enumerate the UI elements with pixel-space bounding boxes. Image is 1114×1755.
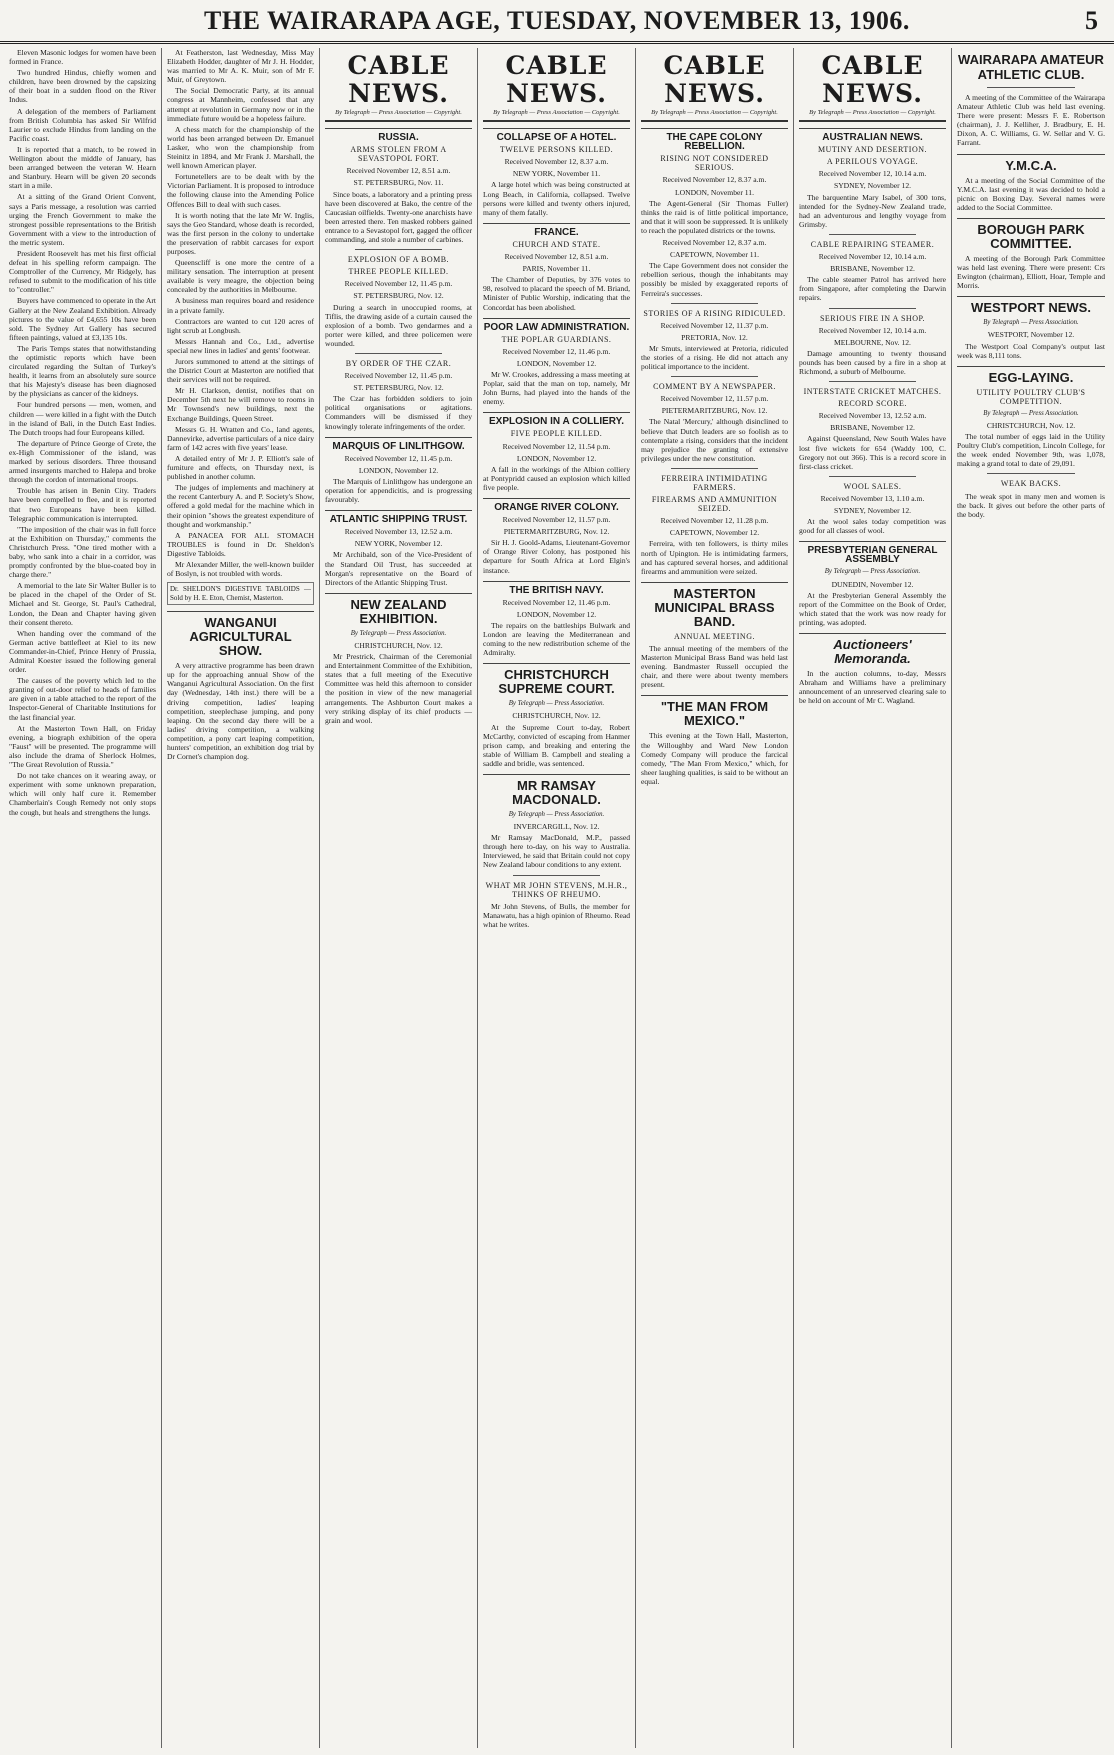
subheading: BY ORDER OF THE CZAR. — [345, 358, 452, 368]
section-heading: FRANCE. — [483, 223, 630, 237]
byline: By Telegraph — Press Association — Copyright. — [483, 108, 630, 122]
article-body: The cable steamer Patrol has arrived here from Singapore, after completing the Darwin repairs. — [799, 275, 946, 303]
paragraph: When handing over the command of the German active battlefleet at Kiel to its new Commander-in-Chief, Prince Henry of Prussia, Admiral Koester issued the following general order. — [9, 628, 156, 675]
received-line: Received November 12, 8.37 a.m. — [662, 238, 767, 248]
page-number: 5 — [1085, 6, 1098, 35]
section-heading: THE BRITISH NAVY. — [483, 581, 630, 595]
section-heading: WANGANUI AGRICULTURAL SHOW. — [167, 611, 314, 658]
paragraph: Do not take chances on it wearing away, or experiment with some unknown preparation, which will only half cure it. Remember Chamberlain's Cough Remedy not only stops the cough, but heals and strengthens the lungs. — [9, 771, 156, 817]
subheading: TWELVE PERSONS KILLED. — [499, 145, 614, 155]
section-heading: WAIRARAPA AMATEUR ATHLETIC CLUB. — [958, 52, 1104, 82]
article-body: Ferreira, with ten followers, is thirty miles north of Upington. He is intimidating farmers, and has captured several horses, and additional firearms and ammunition were seized. — [641, 539, 788, 576]
dateline: CHRISTCHURCH, Nov. 12. — [512, 711, 601, 721]
paragraph: The causes of the poverty which led to the granting of out-door relief to heads of families are given in a table attached to the report of the Inspector-General of Charitable Institutions for the last financial year. — [9, 676, 156, 722]
received-line: Received November 12, 11.28 p.m. — [660, 516, 769, 526]
divider — [355, 249, 442, 250]
subheading: RISING NOT CONSIDERED SERIOUS. — [660, 154, 769, 173]
dateline: CAPETOWN, November 12. — [669, 528, 760, 538]
article-body: The repairs on the battleships Bulwark and London are leaving the Mediterranean and coming to the new redistribution scheme of the Admiralty. — [483, 620, 630, 658]
subheading: WOOL SALES. — [843, 481, 902, 491]
received-line: Received November 12, 8.51 a.m. — [346, 166, 451, 176]
section-heading: AUSTRALIAN NEWS. — [799, 128, 946, 142]
received-line: Received November 12, 10.14 a.m. — [818, 169, 927, 179]
paragraph: President Roosevelt has met his first official defeat in his spelling reform campaign. The Comptroller of the Currency, Mr Ridgely, has refused to submit to the modification of his title to "controller." — [9, 248, 156, 295]
article-body: The Westport Coal Company's output last week was 8,111 tons. — [957, 341, 1105, 360]
received-line: Received November 12, 10.14 a.m. — [818, 252, 927, 262]
section-heading: POOR LAW ADMINISTRATION. — [483, 318, 630, 332]
byline: By Telegraph — Press Association — Copyright. — [325, 108, 472, 122]
byline: By Telegraph — Press Association. — [508, 810, 605, 818]
received-line: Received November 12, 8.51 a.m. — [504, 252, 609, 262]
article-body: Mr Prestrick, Chairman of the Ceremonial and Entertainment Committee of the Exhibition, states that a full meeting of the Executive Committee was held this afternoon to consider the position in view of the new managerial arrangements. The Ashburton Court makes a very striking display of its chief products — grain and wool. — [325, 652, 472, 725]
dateline: ST. PETERSBURG, Nov. 12. — [353, 291, 444, 301]
column-6 — [794, 48, 952, 1748]
masthead — [0, 0, 1114, 44]
paragraph: A memorial to the late Sir Walter Buller is to be placed in the chapel of the Order of St. Michael and St. George, St. Paul's Cathedral, London, the Dean and Chapter having given their consent thereto. — [9, 581, 156, 627]
article-body: The barquentine Mary Isabel, of 300 tons, intended for the Sydney-New Zealand trade, had an adventurous and lengthy voyage from Grimsby. — [799, 192, 946, 229]
dateline: PARIS, November 11. — [522, 264, 591, 274]
section-heading: CHRISTCHURCH SUPREME COURT. — [483, 663, 630, 696]
paragraph: Mr Alexander Miller, the well-known builder of Boslyn, is not troubled with words. — [167, 559, 314, 579]
paragraph: Eleven Masonic lodges for women have been formed in France. — [9, 48, 156, 67]
paragraph: "The imposition of the chair was in full force at the Exhibition on Thursday," comments the Christchurch Press. "One tired mother with a baby, who sank into a chair in a corridor, was promptly confronted by the blue-coated boy in charge there." — [9, 524, 156, 580]
divider — [829, 234, 916, 235]
newspaper-title: THE WAIRARAPA AGE, TUESDAY, NOVEMBER 13, 1906. — [204, 6, 910, 35]
received-line: Received November 13, 12.52 a.m. — [344, 527, 453, 537]
article-body: A fall in the workings of the Albion colliery at Pontypridd caused an explosion which killed five people. — [483, 464, 630, 492]
section-heading: ATLANTIC SHIPPING TRUST. — [325, 510, 472, 524]
section-heading: WESTPORT NEWS. — [957, 296, 1105, 315]
subheading: EXPLOSION OF A BOMB. — [347, 255, 450, 265]
cable-news-heading: CABLE NEWS. — [505, 51, 608, 108]
column-3 — [320, 48, 478, 1748]
article-body: A meeting of the Borough Park Committee was held last evening. There were present: Crs Ewington (chairman), Elliott, Hoar, Temple and Morris. — [957, 253, 1105, 291]
paragraph: Contractors are wanted to cut 120 acres of light scrub at Longbush. — [167, 316, 314, 335]
paragraph: Trouble has arisen in Benin City. Traders have been compelled to flee, and it is reported that two Europeans have been killed. Telegraphic communication is interrupted. — [9, 486, 156, 523]
section-heading: MARQUIS OF LINLITHGOW. — [325, 437, 472, 451]
article-body: Damage amounting to twenty thousand pounds has been caused by a fire in a shop at Richmond, a suburb of Melbourne. — [799, 348, 946, 376]
paragraph: The judges of implements and machinery at the recent Canterbury A. and P. Society's Show, offered a gold medal for the machine which in their opinion "shows the greatest expenditure of thought and workmanship." — [167, 483, 314, 529]
section-heading: EXPLOSION IN A COLLIERY. — [483, 412, 630, 426]
subheading: CHURCH AND STATE. — [512, 239, 601, 249]
paragraph: The departure of Prince George of Crete, the ex-High Commissioner of the island, was marked by serious disorders. Three thousand armed insurgents marched to Halepa and broke through the cordon of international troops. — [9, 438, 156, 485]
paragraph: At Featherston, last Wednesday, Miss May Elizabeth Hodder, daughter of Mr J. H. Hodder, was married to Mr A. K. Muir, son of Mr F. Muir, of Greytown. — [167, 48, 314, 85]
article-body: The Agent-General (Sir Thomas Fuller) thinks the raid is of little political importance, and that it will soon be suppressed. It is unlikely to reach the populated districts or the towns. — [641, 198, 788, 235]
divider — [829, 381, 916, 382]
article-body: This evening at the Town Hall, Masterton, the Willoughby and Ward New London Comedy Company will produce the farcical comedy, "The Man From Mexico," which, for sheer laughing qualities, is said to be without an equal. — [641, 731, 788, 786]
cable-news-heading: CABLE NEWS. — [663, 51, 766, 108]
subheading: FERREIRA INTIMIDATING FARMERS. — [661, 473, 768, 492]
article-body: The Chamber of Deputies, by 376 votes to 98, resolved to placard the speech of M. Briand, Minister of Public Worship, indicating that the Concordat has been abolished. — [483, 275, 630, 312]
section-heading: RUSSIA. — [325, 128, 472, 142]
article-body: The Marquis of Linlithgow has undergone an operation for appendicitis, and is progressing favourably. — [325, 476, 472, 505]
subheading: FIVE PEOPLE KILLED. — [510, 429, 603, 439]
subheading: WEAK BACKS. — [1000, 479, 1062, 489]
byline: By Telegraph — Press Association. — [983, 409, 1079, 417]
section-heading: ORANGE RIVER COLONY. — [483, 498, 630, 512]
column-4 — [478, 48, 636, 1748]
dateline: ST. PETERSBURG, Nov. 12. — [353, 383, 444, 393]
paragraph: Fortunetellers are to be dealt with by the Victorian Parliament. It is proposed to introduce the following clause into the Amending Police Offences Bill to deal with such cases. — [167, 172, 314, 209]
subheading: INTERSTATE CRICKET MATCHES. — [803, 387, 942, 397]
section-heading: EGG-LAYING. — [957, 366, 1105, 385]
dateline: ST. PETERSBURG, Nov. 11. — [353, 178, 444, 188]
dateline: BRISBANE, November 12. — [830, 423, 915, 433]
dateline: CHRISTCHURCH, Nov. 12. — [354, 640, 443, 650]
paragraph: The Paris Temps states that notwithstanding the optimistic reports which have been circulated regarding the Sultan of Turkey's health, it learns from an absolutely sure source that his Majesty's disease has been diagnosed by the physicians as cancer of the kidneys. — [9, 343, 156, 399]
divider — [829, 308, 916, 309]
byline: By Telegraph — Press Association. — [983, 319, 1079, 327]
dateline: CHRISTCHURCH, Nov. 12. — [986, 420, 1076, 430]
divider — [987, 87, 1075, 88]
paragraph: A delegation of the members of Parliament from British Columbia has asked Sir Wilfrid Laurier to exclude Hindus from landing on the Pacific coast. — [9, 106, 156, 143]
subheading: MUTINY AND DESERTION. — [817, 145, 928, 155]
paragraph: At the Masterton Town Hall, on Friday evening, a biograph exhibition of the opera "Faust" will be presented. The programme will also include the drama of Sherlock Holmes, "The Great Revolution of Russia." — [9, 723, 156, 770]
received-line: Received November 12, 11.45 p.m. — [344, 453, 453, 463]
columns — [4, 48, 1110, 1748]
article-body: At the Presbyterian General Assembly the report of the Committee on the Book of Order, which stated that the work was now ready for printing, was adopted. — [799, 590, 946, 627]
article-body: At the Supreme Court to-day, Robert McCarthy, convicted of escaping from Hanmer prison camp, and breaking and entering the stable of William B. Campbell and stealing a saddle and bridle, was sentenced. — [483, 722, 630, 768]
subheading: UTILITY POULTRY CLUB'S COMPETITION. — [976, 387, 1086, 406]
subheading: FIREARMS AND AMMUNITION SEIZED. — [651, 495, 778, 514]
section-heading: Auctioneers' Memoranda. — [799, 633, 946, 666]
advertisement: Dr. SHELDON'S DIGESTIVE TABLOIDS — Sold by H. E. Eton, Chemist, Masterton. — [167, 582, 314, 605]
dateline: PIETERMARITZBURG, Nov. 12. — [503, 527, 610, 537]
paragraph: Messrs Hannah and Co., Ltd., advertise special new lines in ladies' and gents' footwear. — [167, 336, 314, 355]
subheading: THE POPLAR GUARDIANS. — [501, 334, 612, 344]
dateline: SYDNEY, November 12. — [833, 506, 912, 515]
paragraph: A detailed entry of Mr J. P. Elliott's sale of furniture and effects, on Thursday next, is published in another column. — [167, 453, 314, 482]
section-heading: COLLAPSE OF A HOTEL. — [483, 128, 630, 142]
received-line: Received November 12, 11.46 p.m. — [502, 597, 611, 607]
paragraph: At a sitting of the Grand Orient Convent, says a Paris message, a resolution was carried urging the French Government to make the strongest possible representations to the British Government with a view to the introduction of the metric system. — [9, 192, 156, 247]
column-7 — [952, 48, 1110, 1748]
byline: By Telegraph — Press Association. — [824, 568, 921, 576]
received-line: Received November 12, 11.57 p.m. — [660, 394, 769, 404]
paragraph: It is worth noting that the late Mr W. Inglis, says the Geo Standard, whose death is recorded, was the first person in the colony to undertake the preservation of rabbit carcases for export purposes. — [167, 210, 314, 256]
dateline: PIETERMARITZBURG, Nov. 12. — [661, 406, 768, 416]
subheading: RECORD SCORE. — [838, 399, 907, 409]
paragraph: Queenscliff is one more the centre of a military sensation. The interruption at present available is very meagre, the objection being concealed by the authorities in Melbourne. — [167, 258, 314, 295]
divider — [671, 376, 758, 377]
section-heading: Y.M.C.A. — [957, 154, 1105, 173]
dateline: NEW YORK, November 11. — [512, 169, 601, 179]
received-line: Received November 12, 11.54 p.m. — [502, 441, 611, 451]
article-body: A very attractive programme has been drawn up for the approaching annual Show of the Wanganui Agricultural Association. On the first day (Wednesday, 14th inst.) there will be a driving competition, ladies' leaping competition, steeplechase jumping, and pony leaping. On the second day there will be a ladies' driving competition, a walking competition, a pony cart leaping competition, hunters' competition, an exhibition dog trial by Dr Cornet's champion dog. — [167, 661, 314, 762]
dateline: DUNEDIN, November 12. — [831, 579, 914, 589]
received-line: Received November 12, 10.14 a.m. — [818, 325, 927, 335]
subheading: STORIES OF A RISING RIDICULED. — [643, 308, 786, 318]
subheading: THREE PEOPLE KILLED. — [348, 267, 449, 277]
article-body: Mr John Stevens, of Bulls, the member for Manawatu, has a high opinion of Rheumo. Read what he writes. — [483, 901, 630, 929]
article-body: The annual meeting of the members of the Masterton Municipal Brass Band was held last evening. Bandmaster Russell occupied the chair, and there were about twenty members present. — [641, 643, 788, 690]
article-body: The Czar has forbidden soldiers to join political organisations or agitations. Commanders will be dismissed if they knowingly tolerate infringements of the order. — [325, 394, 472, 431]
article-body: A large hotel which was being constructed at Long Beach, in California, collapsed. Twelve persons were killed and twenty others injured, many of them fatally. — [483, 180, 630, 217]
dateline: LONDON, November 11. — [674, 187, 754, 197]
article-body: Against Queensland, New South Wales have lost five wickets for 654 (Waddy 100, C. Gregory not out 366). This is a record score in first-class cricket. — [799, 434, 946, 471]
divider — [671, 303, 758, 304]
divider — [671, 468, 758, 469]
divider — [513, 875, 600, 876]
section-heading: MASTERTON MUNICIPAL BRASS BAND. — [641, 582, 788, 629]
received-line: Received November 12, 8.37 a.m. — [662, 175, 767, 185]
cable-news-heading: CABLE NEWS. — [821, 51, 924, 108]
dateline: NEW YORK, November 12. — [354, 539, 443, 549]
dateline: CAPETOWN, November 11. — [669, 250, 759, 260]
divider — [987, 473, 1075, 474]
article-body: The Cape Government does not consider the rebellion serious, though the inhabitants may possibly be misled by exaggerated reports of Ferreira's successes. — [641, 261, 788, 298]
paragraph: Four hundred persons — men, women, and children — were killed in a fight with the Dutch in the island of Bali, in the Dutch East Indies. The Dutch troops had four Europeans killed. — [9, 400, 156, 437]
dateline: PRETORIA, Nov. 12. — [681, 332, 748, 342]
section-heading: MR RAMSAY MACDONALD. — [483, 774, 630, 807]
paragraph: Mr H. Clarkson, dentist, notifies that on December 5th next he will remove to rooms in Mr Townsend's new buildings, next the Exchange Buildings, Queen Street. — [167, 386, 314, 423]
article-body: Mr Ramsay MacDonald, M.P., passed through here to-day, on his way to Australia. Interviewed, he said that Britain could not copy New Zealand labour conditions to any extent. — [483, 833, 630, 870]
dateline: INVERCARGILL, Nov. 12. — [513, 822, 600, 832]
paragraph: Buyers have commenced to operate in the Art Gallery at the New Zealand Exhibition. Already pictures to the value of £4,655 10s have been sold. The Sydney Art Gallery has secured fifteen paintings, valued at £3,135 10s. — [9, 296, 156, 342]
subheading: SERIOUS FIRE IN A SHOP. — [819, 313, 926, 323]
dateline: SYDNEY, November 12. — [833, 181, 912, 191]
received-line: Received November 13, 12.52 a.m. — [818, 411, 927, 421]
subheading: ARMS STOLEN FROM A SEVASTOPOL FORT. — [350, 145, 447, 164]
column-5 — [636, 48, 794, 1748]
article-body: The total number of eggs laid in the Utility Poultry Club's competition, Lincoln College, for the week ended November 9th, was 1,078, making a grand total to date of 29,091. — [957, 432, 1105, 469]
article-body: The Natal 'Mercury,' although disinclined to believe that Dutch leaders are so foolish as to contemplate a rising, considers that the incident may prejudice the granting of extensive privileges under the new constitution. — [641, 417, 788, 463]
paragraph: The Social Democratic Party, at its annual congress at Mannheim, confessed that any attempt at revolution in Germany now or in the immediate future would be a hopeless failure. — [167, 86, 314, 123]
dateline: BRISBANE, November 12. — [830, 264, 915, 274]
divider — [355, 353, 442, 354]
section-heading: BOROUGH PARK COMMITTEE. — [957, 218, 1105, 251]
paragraph: A PANACEA FOR ALL STOMACH TROUBLES is found in Dr. Sheldon's Digestive Tabloids. — [167, 530, 314, 558]
dateline: LONDON, November 12. — [516, 358, 597, 368]
article-body: In the auction columns, to-day, Messrs Abraham and Williams have a preliminary announcement of an unreserved clearing sale to be held on account of Mr C. Wagland. — [799, 669, 946, 706]
byline: By Telegraph — Press Association — Copyright. — [799, 108, 946, 122]
subheading: WHAT MR JOHN STEVENS, M.H.R., THINKS OF RHEUMO. — [485, 880, 628, 899]
received-line: Received November 12, 8.37 a.m. — [504, 157, 609, 167]
received-line: Received November 12, 11.46 p.m. — [502, 346, 611, 356]
section-heading: "THE MAN FROM MEXICO." — [641, 695, 788, 728]
article-body: During a search in unoccupied rooms, at Tiflis, the drawing aside of a curtain caused the explosion of a bomb. Two gendarmes and a porter were killed, and three policemen were wounded. — [325, 302, 472, 348]
cable-news-heading: CABLE NEWS. — [347, 51, 450, 108]
article-body: The weak spot in many men and women is the back. It gives out before the other parts of the body. — [957, 491, 1105, 519]
article-body: Mr Archibald, son of the Vice-President of the Standard Oil Trust, has succeeded at Morgan's representative on the Board of Directors of the Atlantic Shipping Trust. — [325, 550, 472, 587]
paragraph: It is reported that a match, to be rowed in Wellington about the middle of January, has been arranged between the veteran W. Hearn and Stanbury. Hearn will be given 20 seconds start in a mile. — [9, 144, 156, 191]
section-heading: PRESBYTERIAN GENERAL ASSEMBLY — [799, 541, 946, 564]
paragraph: A business man requires board and residence in a private family. — [167, 296, 314, 315]
paragraph: A chess match for the championship of the world has been arranged between Dr. Emanuel Lasker, who won the championship from Steinitz in 1894, and Mr Frank J. Marshall, the well known American player. — [167, 124, 314, 171]
section-heading: THE CAPE COLONY REBELLION. — [641, 128, 788, 151]
dateline: LONDON, November 12. — [358, 465, 439, 475]
paragraph: Two hundred Hindus, chiefly women and children, have been drowned by the capsizing of their boat in a sudden flood on the River Indus. — [9, 68, 156, 105]
article-body: Sir H. J. Goold-Adams, Lieutenant-Governor of Orange River Colony, has postponed his departure for South Africa at Lord Elgin's instance. — [483, 538, 630, 575]
article-body: A meeting of the Committee of the Wairarapa Amateur Athletic Club was held last evening. There were present: Messrs F. E. Robertson (chairman), J. J. Kelliher, J. Bradbury, E. H. Dixon, A. C. Williams, G. W. Sellar and V. G. Farrant. — [957, 93, 1105, 148]
subheading: ANNUAL MEETING. — [674, 631, 755, 641]
byline: By Telegraph — Press Association — Copyright. — [641, 108, 788, 122]
column-1 — [4, 48, 162, 1748]
column-2 — [162, 48, 320, 1748]
paragraph: Jurors summoned to attend at the sittings of the District Court at Masterton are notified that their services will not be required. — [167, 357, 314, 385]
divider — [829, 476, 916, 477]
article-body: Mr W. Crookes, addressing a mass meeting at Poplar, said that the man on top, namely, Mr John Burns, had played into the hands of the enemy. — [483, 369, 630, 407]
dateline: WESTPORT, November 12. — [987, 330, 1075, 340]
subheading: COMMENT BY A NEWSPAPER. — [653, 382, 776, 392]
section-heading: NEW ZEALAND EXHIBITION. — [325, 593, 472, 626]
received-line: Received November 12, 11.45 p.m. — [344, 371, 453, 381]
dateline: MELBOURNE, Nov. 12. — [834, 337, 911, 347]
byline: By Telegraph — Press Association. — [508, 700, 605, 708]
article-body: At a meeting of the Social Committee of the Y.M.C.A. last evening it was decided to hold a picnic on Boxing Day. Several names were added to the Social Committee. — [957, 175, 1105, 212]
byline: By Telegraph — Press Association. — [350, 629, 447, 637]
received-line: Received November 13, 1.10 a.m. — [820, 493, 925, 503]
received-line: Received November 12, 11.57 p.m. — [502, 515, 611, 525]
received-line: Received November 12, 11.37 p.m. — [660, 320, 769, 330]
received-line: Received November 12, 11.45 p.m. — [344, 279, 453, 289]
dateline: LONDON, November 12. — [516, 609, 597, 619]
article-body: Mr Smuts, interviewed at Pretoria, ridiculed the stories of a rising. He did not attach any political importance to the incident. — [641, 343, 788, 372]
paragraph: Messrs G. H. Wratten and Co., land agents, Dannevirke, advertise particulars of a nice dairy farm of 142 acres with five years' lease. — [167, 424, 314, 452]
subheading: CABLE REPAIRING STEAMER. — [810, 239, 935, 249]
article-body: At the wool sales today competition was good for all classes of wool. — [799, 517, 946, 536]
article-body: Since boats, a laboratory and a printing press have been discovered at Bako, the centre of the Caucasian oilfields. Twenty-one anarchists have been arrested there. Ten masked robbers gained entrance to a Sevastopol fort, gagged the officer commanding, and stole a number of carbines. — [325, 189, 472, 245]
subheading: A PERILOUS VOYAGE. — [826, 157, 919, 167]
dateline: LONDON, November 12. — [516, 453, 597, 463]
